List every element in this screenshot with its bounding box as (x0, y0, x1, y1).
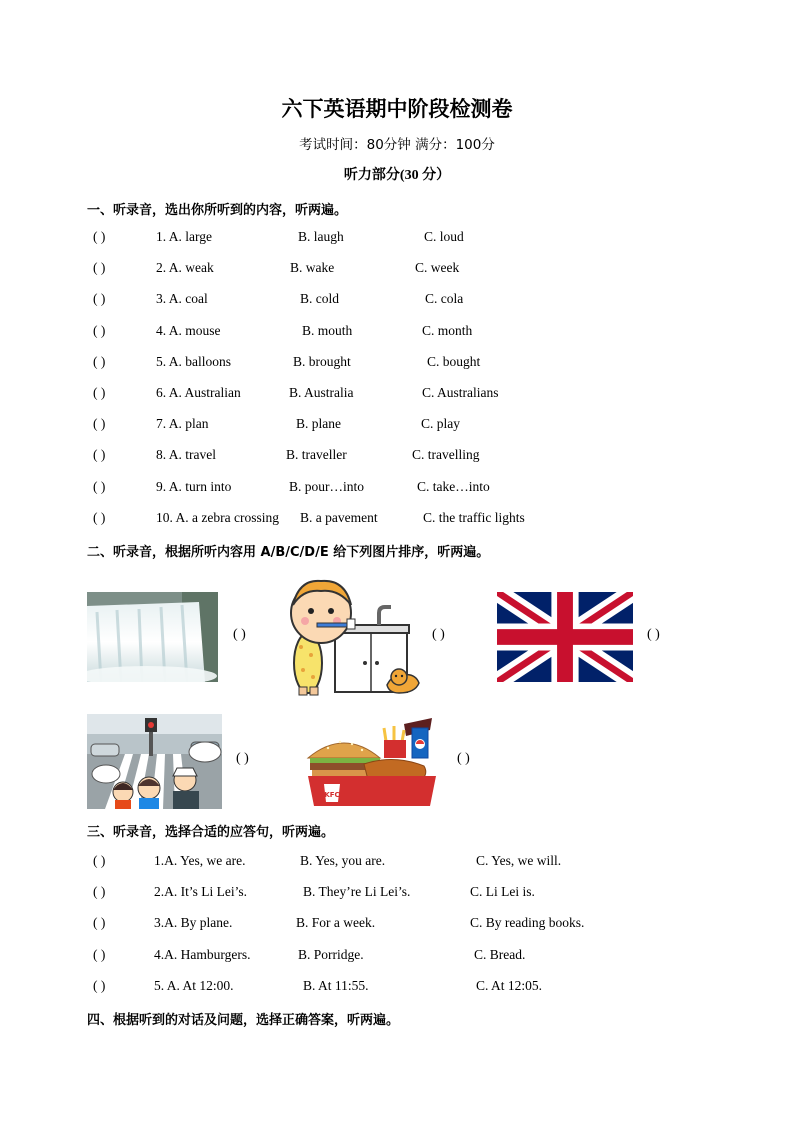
option-a: 2.A. It’s Li Lei’s. (154, 884, 247, 900)
option-b: B. a pavement (300, 509, 378, 525)
waterfall-answer-blank[interactable]: ( ) (233, 627, 246, 642)
option-a: 1. A. large (156, 229, 212, 244)
option-c: C. month (422, 322, 473, 338)
option-c: C. loud (424, 229, 464, 244)
option-a: 10. A. a zebra crossing (156, 509, 279, 525)
option-a: 3. A. coal (156, 291, 208, 307)
answer-blank[interactable]: ( ) (93, 447, 106, 463)
option-a: 5. A. At 12:00. (154, 977, 234, 993)
union-jack-image (497, 592, 633, 682)
option-a: 6. A. Australian (156, 385, 241, 400)
option-b: B. traveller (286, 447, 347, 463)
flag-answer-blank[interactable]: ( ) (647, 627, 660, 642)
boy-brushing-teeth-image (287, 575, 425, 698)
listening-part-title: 听力部分(30 分） (343, 168, 451, 183)
option-c: C. Yes, we will. (476, 853, 562, 868)
option-c: C. week (415, 260, 460, 276)
answer-blank[interactable]: ( ) (93, 385, 106, 400)
kfc-logo-label: KFC (324, 791, 340, 799)
option-c: C. the traffic lights (423, 509, 525, 525)
option-c: C. Bread. (474, 946, 526, 962)
answer-blank[interactable]: ( ) (93, 322, 106, 338)
option-b: B. plane (296, 416, 341, 432)
option-a: 5. A. balloons (156, 353, 232, 369)
kfc-answer-blank[interactable]: ( ) (457, 751, 470, 766)
option-b: B. Australia (289, 385, 354, 400)
kfc-meal-image (304, 714, 440, 809)
brushing-teeth-answer-blank[interactable]: ( ) (432, 627, 445, 642)
option-b: B. cold (300, 291, 339, 307)
answer-blank[interactable]: ( ) (93, 416, 106, 432)
option-a: 4. A. mouse (156, 322, 221, 338)
option-a: 1.A. Yes, we are. (154, 853, 246, 868)
answer-blank[interactable]: ( ) (93, 260, 106, 276)
option-a: 2. A. weak (156, 260, 214, 276)
option-c: C. Li Lei is. (470, 884, 535, 900)
option-b: B. At 11:55. (303, 977, 369, 993)
option-b: B. Porridge. (298, 946, 364, 962)
exam-info: 考试时间：80分钟 满分：100分 (299, 137, 495, 153)
option-b: B. brought (293, 353, 351, 369)
option-a: 3.A. By plane. (154, 915, 233, 931)
option-b: B. mouth (302, 322, 353, 338)
option-c: C. Australians (422, 385, 499, 400)
option-c: C. By reading books. (470, 915, 585, 931)
option-a: 8. A. travel (156, 447, 216, 463)
option-b: B. laugh (298, 229, 344, 244)
option-a: 9. A. turn into (156, 478, 232, 494)
answer-blank[interactable]: ( ) (93, 229, 106, 244)
page-title: 六下英语期中阶段检测卷 (281, 97, 513, 121)
answer-blank[interactable]: ( ) (93, 478, 106, 494)
option-c: C. travelling (412, 447, 480, 463)
answer-blank[interactable]: ( ) (93, 915, 106, 931)
zebra-crossing-image (87, 714, 222, 809)
section4-heading: 四、根据听到的对话及问题，选择正确答案，听两遍。 (87, 1013, 400, 1028)
waterfall-image (87, 592, 218, 682)
option-c: C. At 12:05. (476, 977, 543, 993)
answer-blank[interactable]: ( ) (93, 509, 106, 525)
option-c: C. bought (427, 353, 481, 369)
answer-blank[interactable]: ( ) (93, 977, 106, 993)
option-b: B. pour…into (289, 478, 365, 494)
answer-blank[interactable]: ( ) (93, 853, 106, 868)
option-c: C. take…into (417, 478, 490, 494)
option-c: C. cola (425, 291, 464, 307)
section1-heading: 一、听录音，选出你所听到的内容，听两遍。 (87, 203, 348, 218)
answer-blank[interactable]: ( ) (93, 291, 106, 307)
answer-blank[interactable]: ( ) (93, 353, 106, 369)
answer-blank[interactable]: ( ) (93, 884, 106, 900)
option-c: C. play (421, 416, 460, 432)
section2-heading: 二、听录音，根据所听内容用 A/B/C/D/E 给下列图片排序，听两遍。 (87, 545, 490, 560)
section3-heading: 三、听录音，选择合适的应答句，听两遍。 (87, 825, 335, 840)
option-b: B. They’re Li Lei’s. (303, 884, 411, 900)
answer-blank[interactable]: ( ) (93, 946, 106, 962)
option-b: B. For a week. (296, 915, 376, 931)
crossing-answer-blank[interactable]: ( ) (236, 751, 249, 766)
option-b: B. wake (290, 260, 335, 276)
option-a: 4.A. Hamburgers. (154, 946, 251, 962)
option-a: 7. A. plan (156, 416, 209, 432)
option-b: B. Yes, you are. (300, 853, 386, 868)
